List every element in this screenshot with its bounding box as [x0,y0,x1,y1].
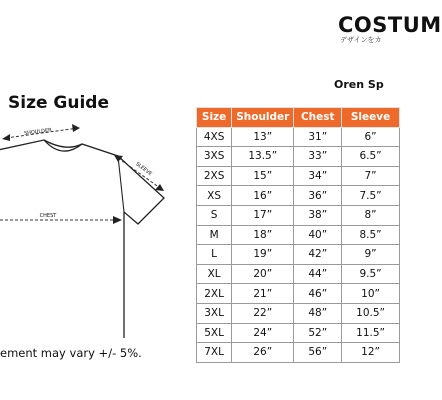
cell-sleeve: 12” [342,343,400,363]
table-row [197,205,400,225]
table-row [197,225,400,245]
cell-shoulder: 24” [232,323,294,343]
cell-shoulder: 26” [232,343,294,363]
cell-chest: 48” [294,303,342,323]
cell-sleeve: 8.5” [342,225,400,245]
cell-chest: 46” [294,284,342,304]
cell-size: XS [197,186,232,206]
cell-chest: 40” [294,225,342,245]
header-size: Size [197,108,232,128]
cell-chest: 38” [294,205,342,225]
cell-shoulder: 21” [232,284,294,304]
cell-sleeve: 10.5” [342,303,400,323]
tshirt-diagram [0,120,190,342]
cell-shoulder: 16” [232,186,294,206]
cell-chest: 36” [294,186,342,206]
brand-name: COSTUM [338,13,442,37]
cell-size: 7XL [197,343,232,363]
cell-size: 3XS [197,147,232,167]
cell-chest: 33” [294,147,342,167]
cell-size: 4XS [197,127,232,147]
cell-size: XL [197,264,232,284]
cell-sleeve: 7.5” [342,186,400,206]
header-chest: Chest [294,108,342,128]
table-header-row [197,108,400,128]
arrow-left-icon [2,134,10,141]
chest-label: CHEST [39,213,57,219]
cell-shoulder: 13” [232,127,294,147]
size-table [196,107,400,363]
cell-shoulder: 17” [232,205,294,225]
cell-size: 2XS [197,166,232,186]
cell-size: M [197,225,232,245]
table-row [197,166,400,186]
brand-logo [338,14,442,44]
sleeve-label: SLEEVE [134,161,153,178]
table-row [197,264,400,284]
arrow-right-icon [72,124,80,132]
cell-sleeve: 6.5” [342,147,400,167]
cell-size: L [197,245,232,265]
cell-sleeve: 9.5” [342,264,400,284]
table-row [197,245,400,265]
cell-chest: 42” [294,245,342,265]
cell-chest: 52” [294,323,342,343]
table-row [197,343,400,363]
cell-sleeve: 8” [342,205,400,225]
table-row [197,127,400,147]
cell-size: 2XL [197,284,232,304]
cell-shoulder: 22” [232,303,294,323]
cell-chest: 44” [294,264,342,284]
table-row [197,284,400,304]
cell-size: S [197,205,232,225]
tshirt-sleeve-seam [118,156,124,212]
cell-sleeve: 11.5” [342,323,400,343]
header-sleeve: Sleeve [342,108,400,128]
cell-shoulder: 15” [232,166,294,186]
cell-sleeve: 9” [342,245,400,265]
brand-subtitle: デザインをカ [340,36,382,44]
cell-shoulder: 19” [232,245,294,265]
table-row [197,186,400,206]
cell-sleeve: 7” [342,166,400,186]
cell-shoulder: 13.5” [232,147,294,167]
table-row [197,303,400,323]
table-row [197,323,400,343]
header-shoulder: Shoulder [232,108,294,128]
table-row [197,147,400,167]
shoulder-label: SHOULDER [23,127,53,137]
cell-chest: 31” [294,127,342,147]
cell-shoulder: 20” [232,264,294,284]
arrow-right-icon [113,216,122,224]
cell-size: 3XL [197,303,232,323]
cell-shoulder: 18” [232,225,294,245]
cell-chest: 34” [294,166,342,186]
size-guide-title: Size Guide [8,93,109,113]
cell-sleeve: 6” [342,127,400,147]
product-name: Oren Sp [334,78,384,91]
cell-size: 5XL [197,323,232,343]
cell-sleeve: 10” [342,284,400,304]
cell-chest: 56” [294,343,342,363]
measurement-note: ement may vary +/- 5%. [0,346,142,360]
